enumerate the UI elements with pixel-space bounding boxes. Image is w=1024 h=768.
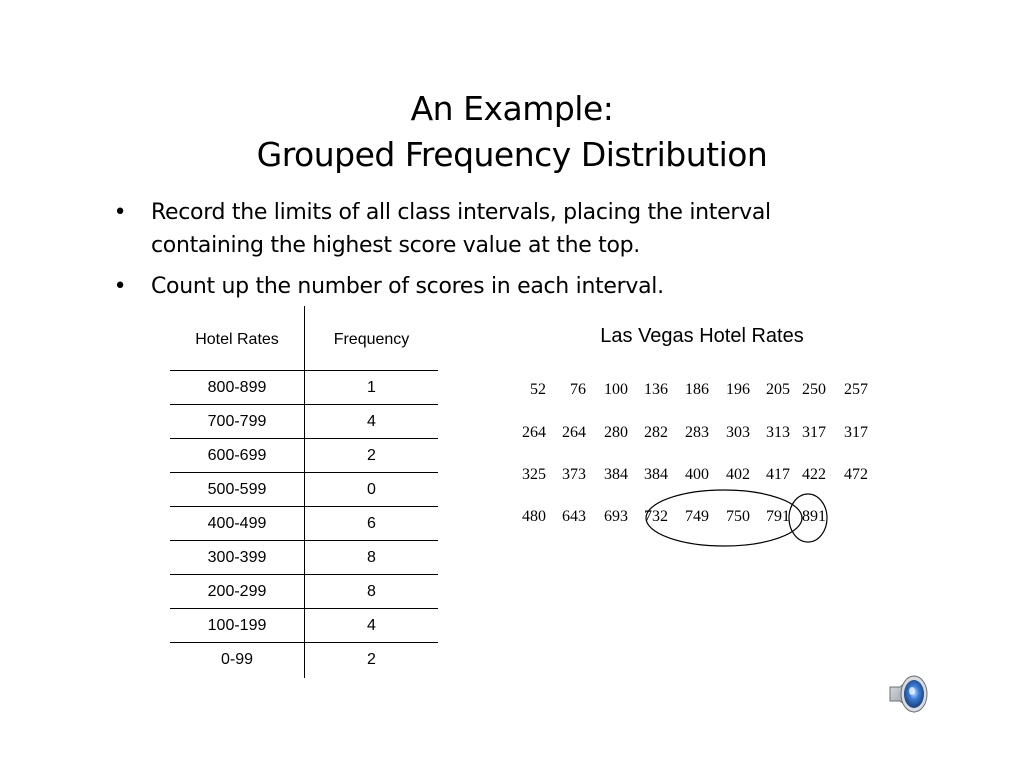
- interval-cell: 200-299: [207, 583, 267, 600]
- data-value: 280: [604, 424, 628, 441]
- frequency-cell: 8: [367, 583, 376, 600]
- bullet-list: [110, 196, 830, 311]
- data-value: 891: [802, 508, 826, 525]
- data-value: 791: [766, 508, 790, 525]
- data-value: 264: [562, 424, 586, 441]
- speaker-audio-icon-graphic: [884, 668, 936, 720]
- table-row: [170, 608, 438, 642]
- data-value: 264: [522, 424, 546, 441]
- data-value: 643: [562, 508, 586, 525]
- data-value: 283: [685, 424, 709, 441]
- data-value: 472: [844, 466, 868, 483]
- frequency-table: [170, 306, 438, 678]
- interval-cell: 300-399: [207, 549, 267, 566]
- data-value: 750: [726, 508, 750, 525]
- data-value: 373: [562, 466, 586, 483]
- data-value: 732: [644, 508, 668, 525]
- interval-cell: 100-199: [207, 617, 267, 634]
- speaker-audio-icon[interactable]: [884, 668, 936, 720]
- data-value: 257: [844, 381, 868, 398]
- table-row: [170, 404, 438, 438]
- frequency-cell: 1: [367, 379, 376, 396]
- frequency-cell: 2: [367, 447, 376, 464]
- bullet-marker: •: [113, 200, 127, 225]
- frequency-cell: 0: [367, 481, 376, 498]
- data-value: 196: [726, 381, 750, 398]
- data-value: 422: [802, 466, 826, 483]
- data-value: 693: [604, 508, 628, 525]
- data-value: 480: [522, 508, 546, 525]
- table-row: [170, 540, 438, 574]
- data-value: 76: [570, 381, 586, 398]
- data-value: 136: [644, 381, 668, 398]
- raw-data-title: Las Vegas Hotel Rates: [600, 325, 804, 347]
- data-value: 402: [726, 466, 750, 483]
- table-row: [170, 642, 438, 676]
- data-value: 205: [766, 381, 790, 398]
- data-value: 400: [685, 466, 709, 483]
- interval-cell: 0-99: [220, 651, 254, 668]
- raw-data-grid: [510, 372, 890, 542]
- data-value: 303: [726, 424, 750, 441]
- bullet-text: Record the limits of all class intervals, placing the interval containing the highest score value at the top.: [151, 200, 771, 258]
- data-value: 52: [530, 381, 546, 398]
- interval-cell: 400-499: [207, 515, 267, 532]
- interval-cell: 600-699: [207, 447, 267, 464]
- frequency-cell: 6: [367, 515, 376, 532]
- bullet-text: Count up the number of scores in each interval.: [151, 274, 664, 299]
- bullet-marker: •: [113, 274, 127, 299]
- frequency-cell: 4: [367, 413, 376, 430]
- data-value: 317: [802, 424, 826, 441]
- slide-title-line-1: An Example:: [410, 89, 614, 128]
- table-row: [170, 370, 438, 404]
- interval-cell: 700-799: [207, 413, 267, 430]
- table-row: [170, 438, 438, 472]
- interval-cell: 800-899: [207, 379, 267, 396]
- table-row: [170, 472, 438, 506]
- frequency-cell: 4: [367, 617, 376, 634]
- header-hotel-rates: Hotel Rates: [195, 331, 279, 348]
- table-row: [170, 506, 438, 540]
- frequency-cell: 8: [367, 549, 376, 566]
- data-value: 384: [604, 466, 628, 483]
- data-value: 313: [766, 424, 790, 441]
- bullet-item: [110, 196, 830, 262]
- data-value: 749: [685, 508, 709, 525]
- data-value: 186: [685, 381, 709, 398]
- header-frequency: Frequency: [333, 331, 410, 348]
- slide-title-line-2: Grouped Frequency Distribution: [256, 135, 768, 174]
- data-value: 282: [644, 424, 668, 441]
- bullet-item: [110, 270, 830, 303]
- data-value: 100: [604, 381, 628, 398]
- slide-title: [0, 86, 1024, 178]
- table-row: [170, 574, 438, 608]
- data-value: 384: [644, 466, 668, 483]
- data-value: 250: [802, 381, 826, 398]
- data-value: 417: [766, 466, 790, 483]
- frequency-cell: 2: [367, 651, 376, 668]
- data-value: 317: [844, 424, 868, 441]
- data-value: 325: [522, 466, 546, 483]
- interval-cell: 500-599: [207, 481, 267, 498]
